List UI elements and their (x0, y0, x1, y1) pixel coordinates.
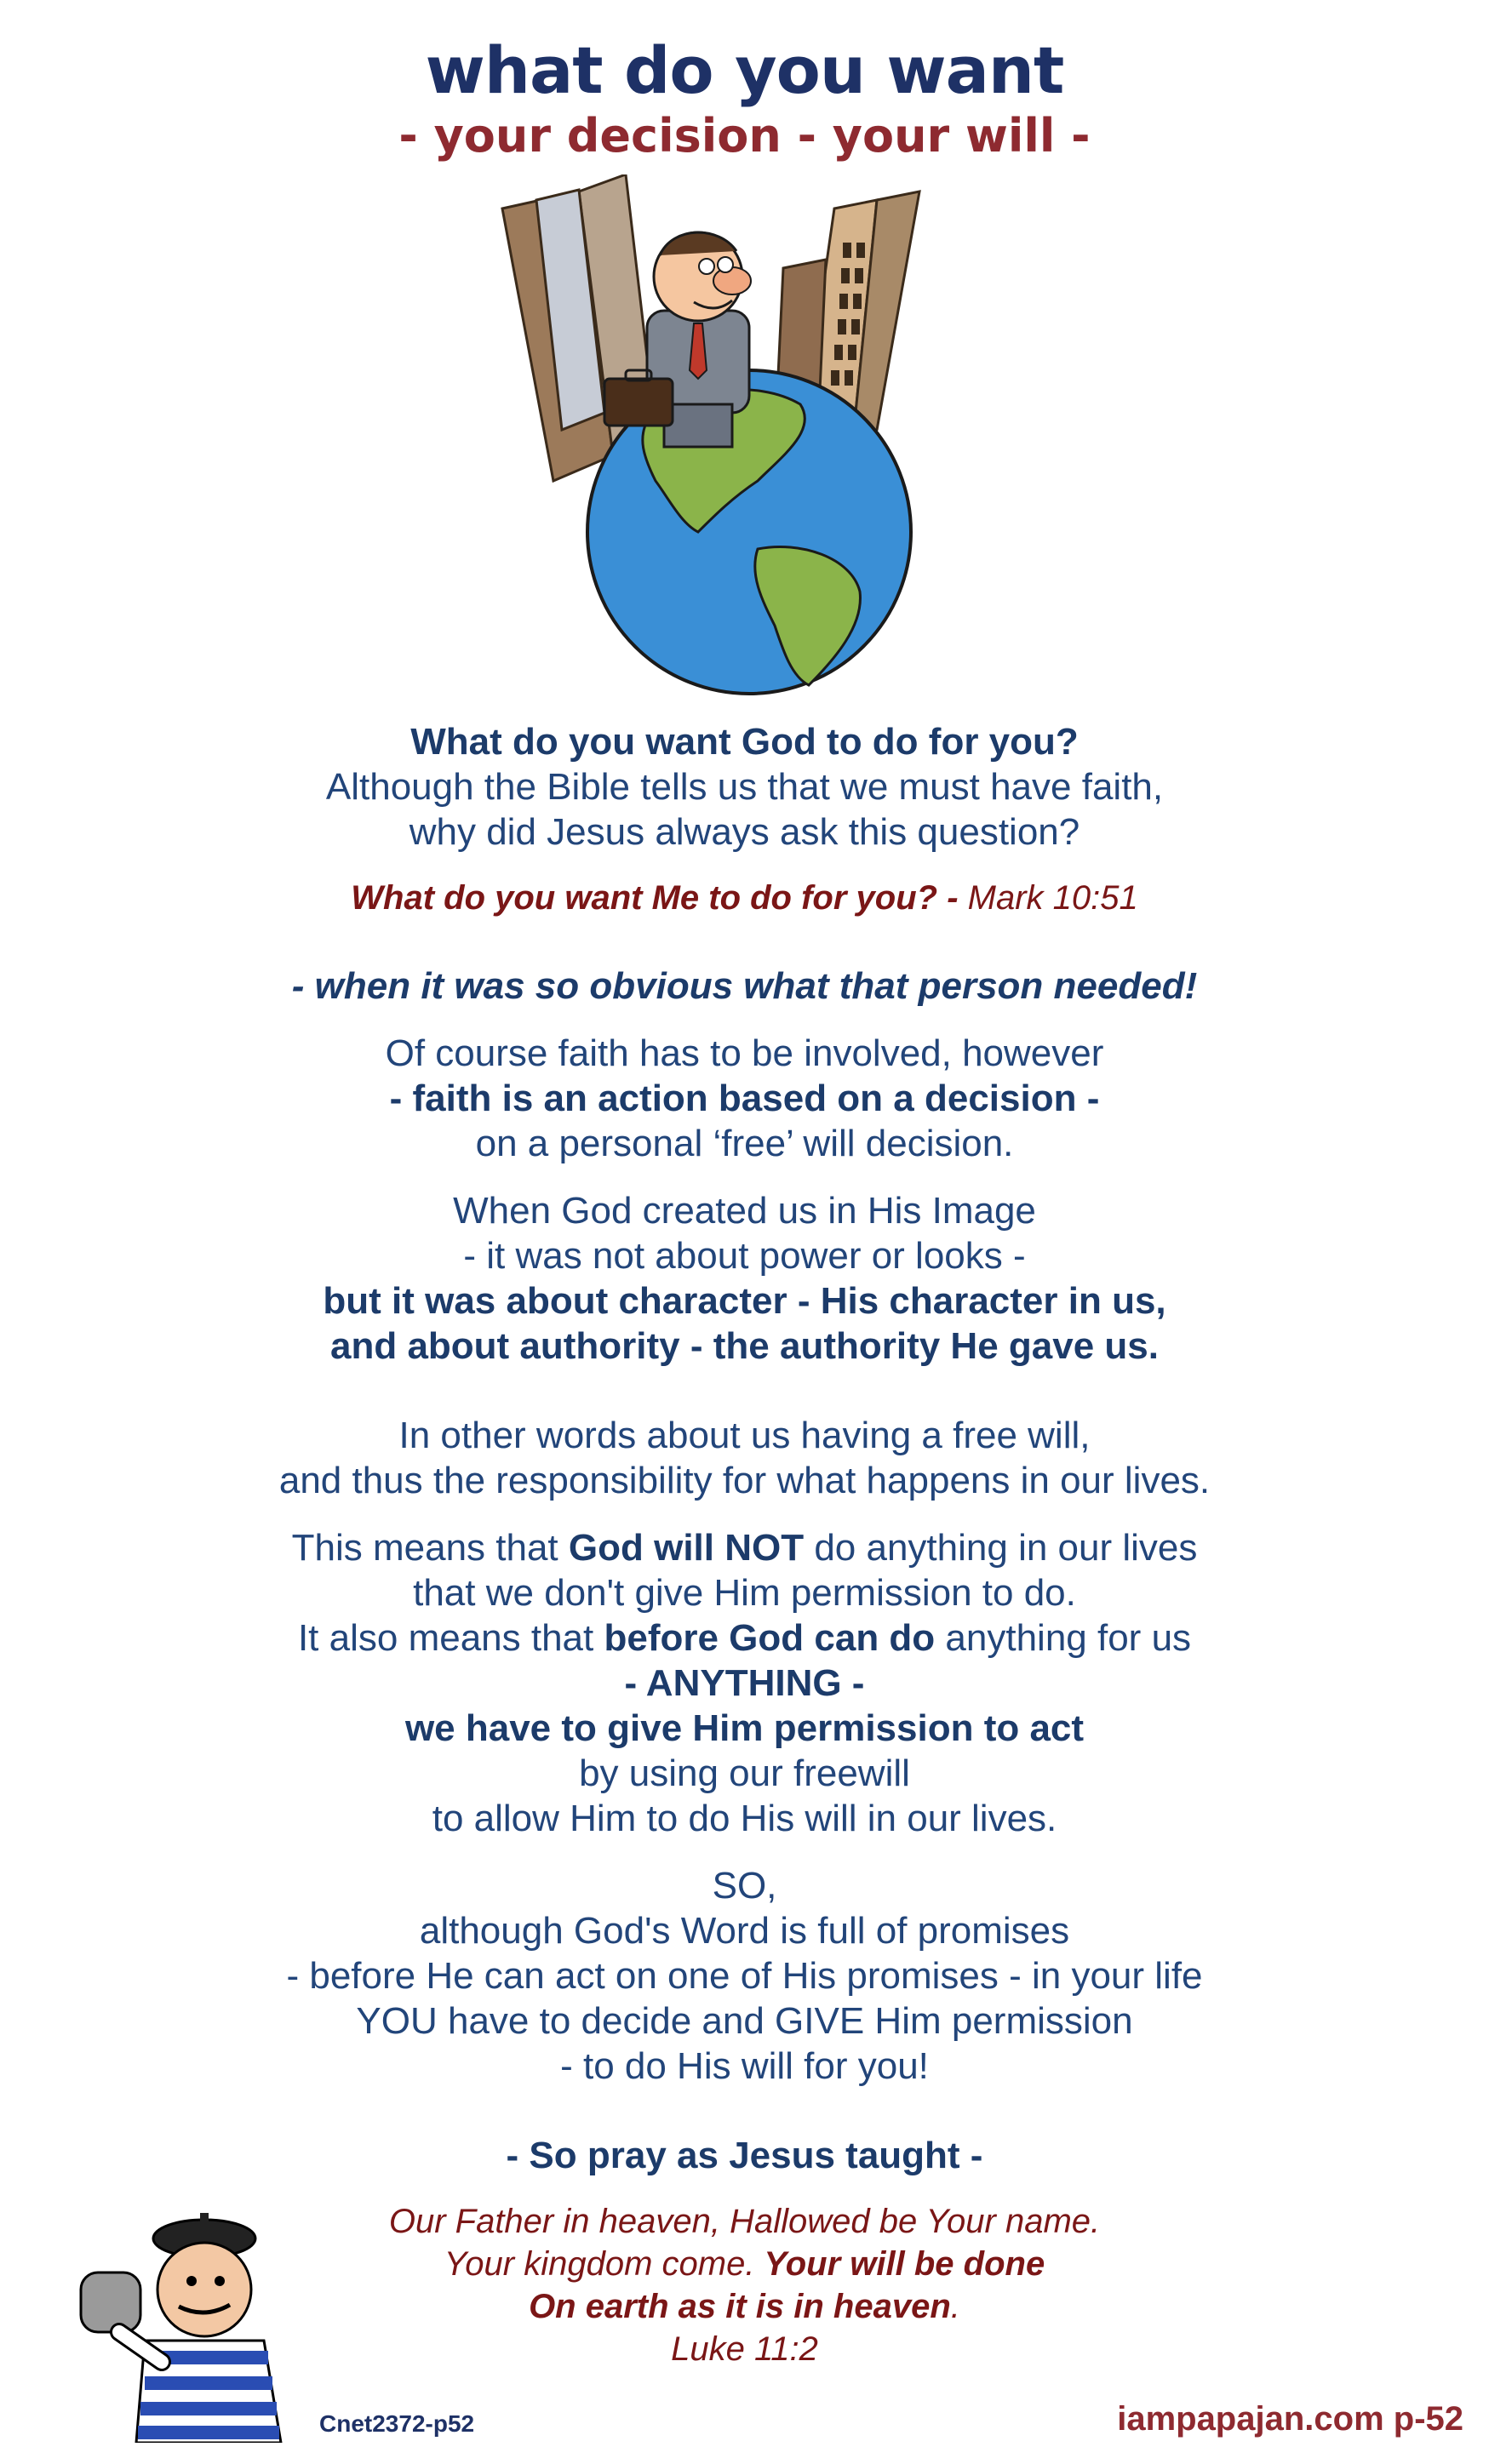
image-line-3: but it was about character - His character in us, (323, 1280, 1166, 1322)
businessman-legs (664, 404, 732, 447)
means-line-1 (0, 1525, 1489, 1570)
pray-heading: - So pray as Jesus taught - (506, 2135, 983, 2176)
so-line: SO, (712, 1865, 777, 1907)
site-footer: iampapajan.com p-52 (1117, 2400, 1463, 2438)
permission-line: we have to give Him permission to act (404, 1707, 1085, 1749)
image-line-4: and about authority - the authority He gave us. (330, 1325, 1159, 1367)
anything-line: - ANYTHING - (624, 1662, 865, 1704)
freewill-line-1: by using our freewill (579, 1752, 910, 1794)
means-pre: This means that (291, 1527, 569, 1569)
prayer-line-2-b: Your will be done (764, 2245, 1045, 2283)
prayer-reference: Luke 11:2 (671, 2330, 818, 2368)
so-line-4: - to do His will for you! (560, 2045, 929, 2087)
intro-line-1: Although the Bible tells us that we must have faith, (325, 766, 1164, 808)
freewill-line-2: to allow Him to do His will in our lives. (432, 1798, 1057, 1839)
image-line-2: - it was not about power or looks - (463, 1235, 1026, 1277)
pointing-man-illustration (68, 2213, 306, 2443)
faith-line-3: on a personal ‘free’ will decision. (475, 1123, 1014, 1164)
free-will-line-2: and thus the responsibility for what happens in our lives. (278, 1460, 1211, 1501)
also-post: anything for us (935, 1617, 1192, 1659)
free-will-line-1: In other words about us having a free will, (398, 1415, 1091, 1456)
obvious-line: - when it was so obvious what that person needed! (291, 965, 1198, 1007)
prayer-line-3-a: On earth as it is in heaven (529, 2288, 951, 2325)
page-code: Cnet2372-p52 (319, 2410, 475, 2437)
image-line-1: When God created us in His Image (453, 1190, 1036, 1232)
briefcase-icon (604, 379, 673, 426)
also-bold: before God can do (604, 1617, 936, 1659)
also-line (0, 1615, 1489, 1661)
question-heading: What do you want God to do for you? (410, 721, 1079, 763)
scripture-quote (0, 877, 1489, 919)
scripture-reference: Mark 10:51 (958, 879, 1138, 917)
so-line-2: - before He can act on one of His promises - in your life (286, 1955, 1203, 1997)
faith-line-2: - faith is an action based on a decision - (389, 1078, 1100, 1119)
faith-line-1: Of course faith has to be involved, however (385, 1032, 1104, 1074)
so-line-1: although God's Word is full of promises (419, 1910, 1070, 1952)
businessman-on-globe-illustration (477, 174, 1005, 702)
means-bold: God will NOT (568, 1527, 805, 1569)
means-line-2: that we don't give Him permission to do. (413, 1572, 1076, 1614)
main-content (0, 719, 1489, 2370)
prayer-line-1: Our Father in heaven, Hallowed be Your name. (388, 2203, 1101, 2240)
so-line-3: YOU have to decide and GIVE Him permission (356, 2000, 1133, 2042)
scripture-text: What do you want Me to do for you? - (351, 879, 959, 917)
prayer-line-3-b: . (950, 2288, 960, 2325)
prayer-line-2-a: Your kingdom come. (444, 2245, 765, 2283)
page-title: what do you want (425, 32, 1064, 108)
intro-line-2: why did Jesus always ask this question? (409, 811, 1080, 853)
means-post: do anything in our lives (804, 1527, 1198, 1569)
also-pre: It also means that (297, 1617, 604, 1659)
page-subtitle: - your decision - your will - (398, 109, 1091, 163)
businessman-nose (713, 267, 751, 294)
